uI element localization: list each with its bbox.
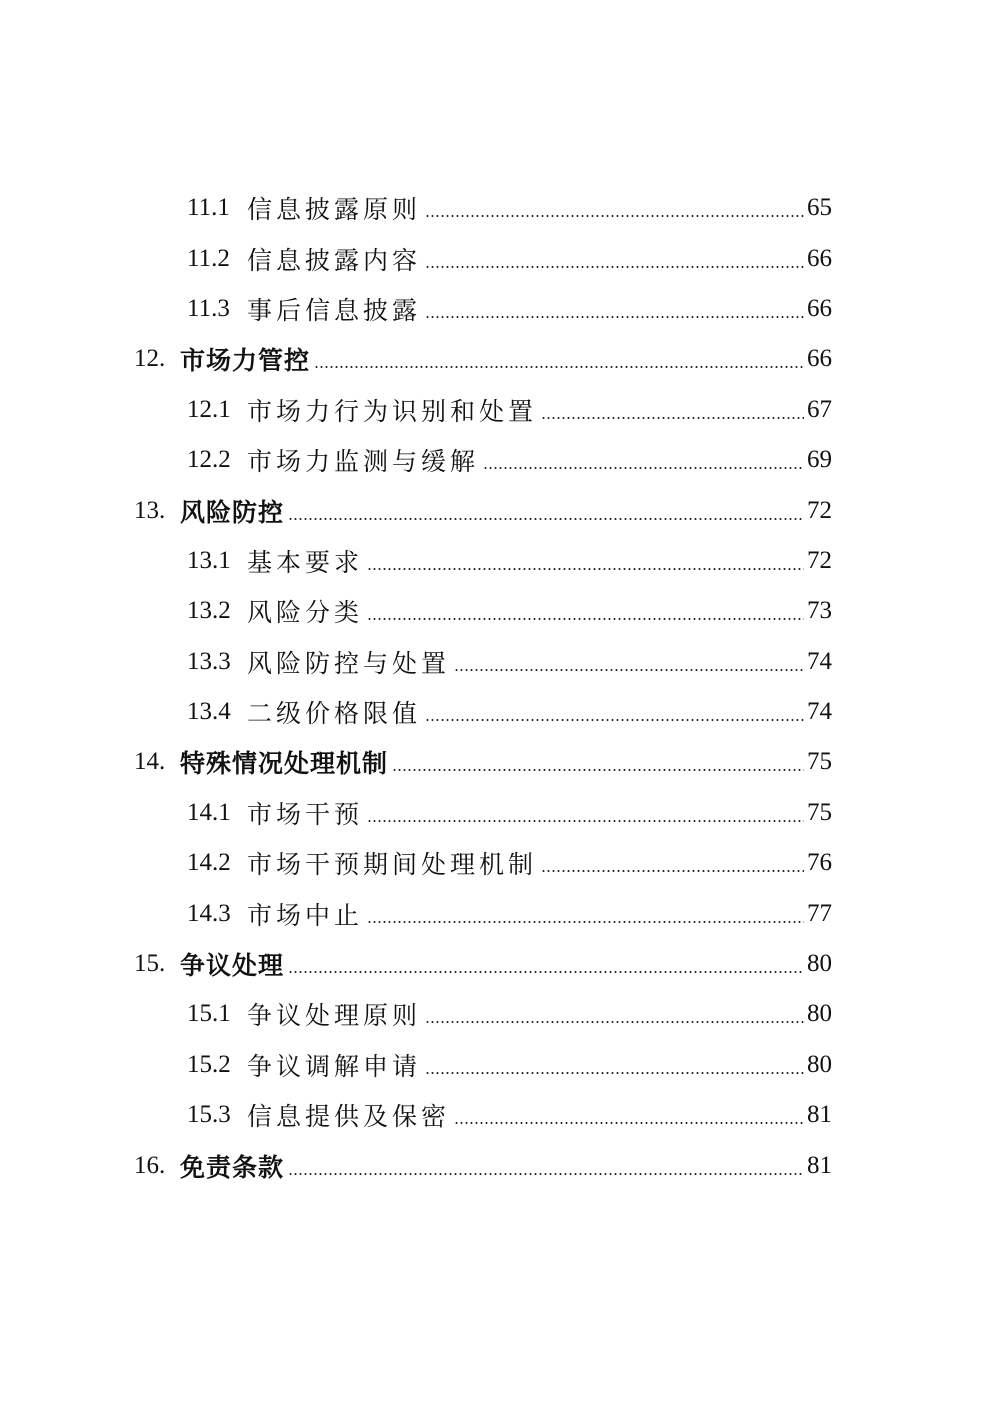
toc-entry-page: 77 xyxy=(807,899,832,927)
toc-entry[interactable] xyxy=(0,385,1000,435)
toc-entry-page: 75 xyxy=(807,798,832,826)
toc-entry-page: 65 xyxy=(807,194,832,222)
toc-entry[interactable] xyxy=(0,586,1000,636)
toc-entry-title: 二级价格限值 xyxy=(247,699,422,729)
toc-entry-number: 13.1 xyxy=(187,546,231,574)
toc-entry[interactable] xyxy=(0,989,1000,1039)
toc-entry-number: 13.3 xyxy=(187,647,231,675)
toc-entry-title: 信息披露内容 xyxy=(247,245,422,275)
dot-leader xyxy=(425,1072,804,1074)
toc-entry-number: 14. xyxy=(134,748,166,776)
toc-entry[interactable] xyxy=(0,687,1000,737)
toc-entry[interactable] xyxy=(0,1140,1000,1190)
toc-entry[interactable] xyxy=(0,939,1000,989)
toc-entry-page: 73 xyxy=(807,597,832,625)
toc-entry[interactable] xyxy=(0,838,1000,888)
toc-entry-title: 特殊情况处理机制 xyxy=(180,749,389,779)
toc-entry[interactable] xyxy=(0,1090,1000,1140)
toc-entry-page: 74 xyxy=(807,647,832,675)
toc-entry-page: 66 xyxy=(807,294,832,322)
toc-entry-number: 16. xyxy=(134,1151,166,1179)
toc-entry-title: 市场力行为识别和处置 xyxy=(247,396,538,426)
toc-entry[interactable] xyxy=(0,233,1000,283)
toc-entry-page: 66 xyxy=(807,244,832,272)
toc-entry-number: 13.4 xyxy=(187,698,231,726)
dot-leader xyxy=(367,921,804,923)
toc-entry[interactable] xyxy=(0,1040,1000,1090)
toc-entry-title: 基本要求 xyxy=(247,547,364,577)
dot-leader xyxy=(288,1173,804,1175)
dot-leader xyxy=(425,316,804,318)
toc-entry-title: 争议调解申请 xyxy=(247,1051,422,1081)
dot-leader xyxy=(541,870,804,872)
toc-entry[interactable] xyxy=(0,334,1000,384)
toc-entry-title: 市场力管控 xyxy=(180,346,311,376)
toc-entry[interactable] xyxy=(0,284,1000,334)
toc-entry-page: 81 xyxy=(807,1101,832,1129)
toc-entry-title: 市场干预期间处理机制 xyxy=(247,850,538,880)
toc-entry-page: 69 xyxy=(807,446,832,474)
toc-entry-number: 15. xyxy=(134,950,166,978)
dot-leader xyxy=(288,518,804,520)
toc-entry-title: 信息提供及保密 xyxy=(247,1102,451,1132)
dot-leader xyxy=(314,366,804,368)
toc-entry-page: 80 xyxy=(807,1050,832,1078)
toc-entry-title: 市场力监测与缓解 xyxy=(247,447,480,477)
toc-entry-number: 14.3 xyxy=(187,899,231,927)
toc-entry-page: 72 xyxy=(807,546,832,574)
toc-entry[interactable] xyxy=(0,637,1000,687)
toc-entry[interactable] xyxy=(0,536,1000,586)
toc-entry[interactable] xyxy=(0,485,1000,535)
dot-leader xyxy=(288,971,804,973)
dot-leader xyxy=(454,1122,804,1124)
dot-leader xyxy=(425,215,804,217)
toc-entry-number: 12.2 xyxy=(187,446,231,474)
dot-leader xyxy=(367,618,804,620)
toc-entry-title: 争议处理原则 xyxy=(247,1001,422,1031)
toc-entry-number: 15.3 xyxy=(187,1101,231,1129)
toc-entry-page: 80 xyxy=(807,950,832,978)
toc-entry-number: 11.3 xyxy=(187,294,230,322)
toc-entry[interactable] xyxy=(0,737,1000,787)
toc-entry[interactable] xyxy=(0,788,1000,838)
toc-entry-number: 15.2 xyxy=(187,1050,231,1078)
toc-entry-number: 12.1 xyxy=(187,395,231,423)
dot-leader xyxy=(454,669,804,671)
dot-leader xyxy=(483,467,804,469)
toc-entry-number: 14.1 xyxy=(187,798,231,826)
toc-entry-title: 免责条款 xyxy=(180,1152,285,1182)
dot-leader xyxy=(367,820,804,822)
toc-entry-page: 76 xyxy=(807,849,832,877)
dot-leader xyxy=(367,568,804,570)
dot-leader xyxy=(425,1021,804,1023)
toc-entry-number: 11.2 xyxy=(187,244,230,272)
dot-leader xyxy=(392,769,804,771)
toc-entry-number: 13. xyxy=(134,496,166,524)
table-of-contents xyxy=(0,183,1000,1191)
toc-entry-number: 15.1 xyxy=(187,1000,231,1028)
toc-entry-title: 风险分类 xyxy=(247,598,364,628)
toc-entry-number: 11.1 xyxy=(187,194,230,222)
toc-entry-title: 信息披露原则 xyxy=(247,195,422,225)
toc-entry-title: 市场干预 xyxy=(247,799,364,829)
toc-entry-number: 12. xyxy=(134,345,166,373)
toc-entry-number: 14.2 xyxy=(187,849,231,877)
toc-entry[interactable] xyxy=(0,435,1000,485)
toc-entry-title: 争议处理 xyxy=(180,951,285,981)
dot-leader xyxy=(541,417,804,419)
toc-entry-title: 风险防控与处置 xyxy=(247,648,451,678)
toc-entry-page: 80 xyxy=(807,1000,832,1028)
toc-entry-title: 事后信息披露 xyxy=(247,295,422,325)
toc-entry-page: 72 xyxy=(807,496,832,524)
toc-entry-page: 67 xyxy=(807,395,832,423)
toc-entry-page: 75 xyxy=(807,748,832,776)
toc-entry[interactable] xyxy=(0,183,1000,233)
toc-entry-page: 66 xyxy=(807,345,832,373)
toc-entry-page: 81 xyxy=(807,1151,832,1179)
dot-leader xyxy=(425,266,804,268)
toc-entry-page: 74 xyxy=(807,698,832,726)
toc-entry-number: 13.2 xyxy=(187,597,231,625)
toc-entry[interactable] xyxy=(0,888,1000,938)
toc-entry-title: 风险防控 xyxy=(180,497,285,527)
dot-leader xyxy=(425,719,804,721)
toc-entry-title: 市场中止 xyxy=(247,900,364,930)
